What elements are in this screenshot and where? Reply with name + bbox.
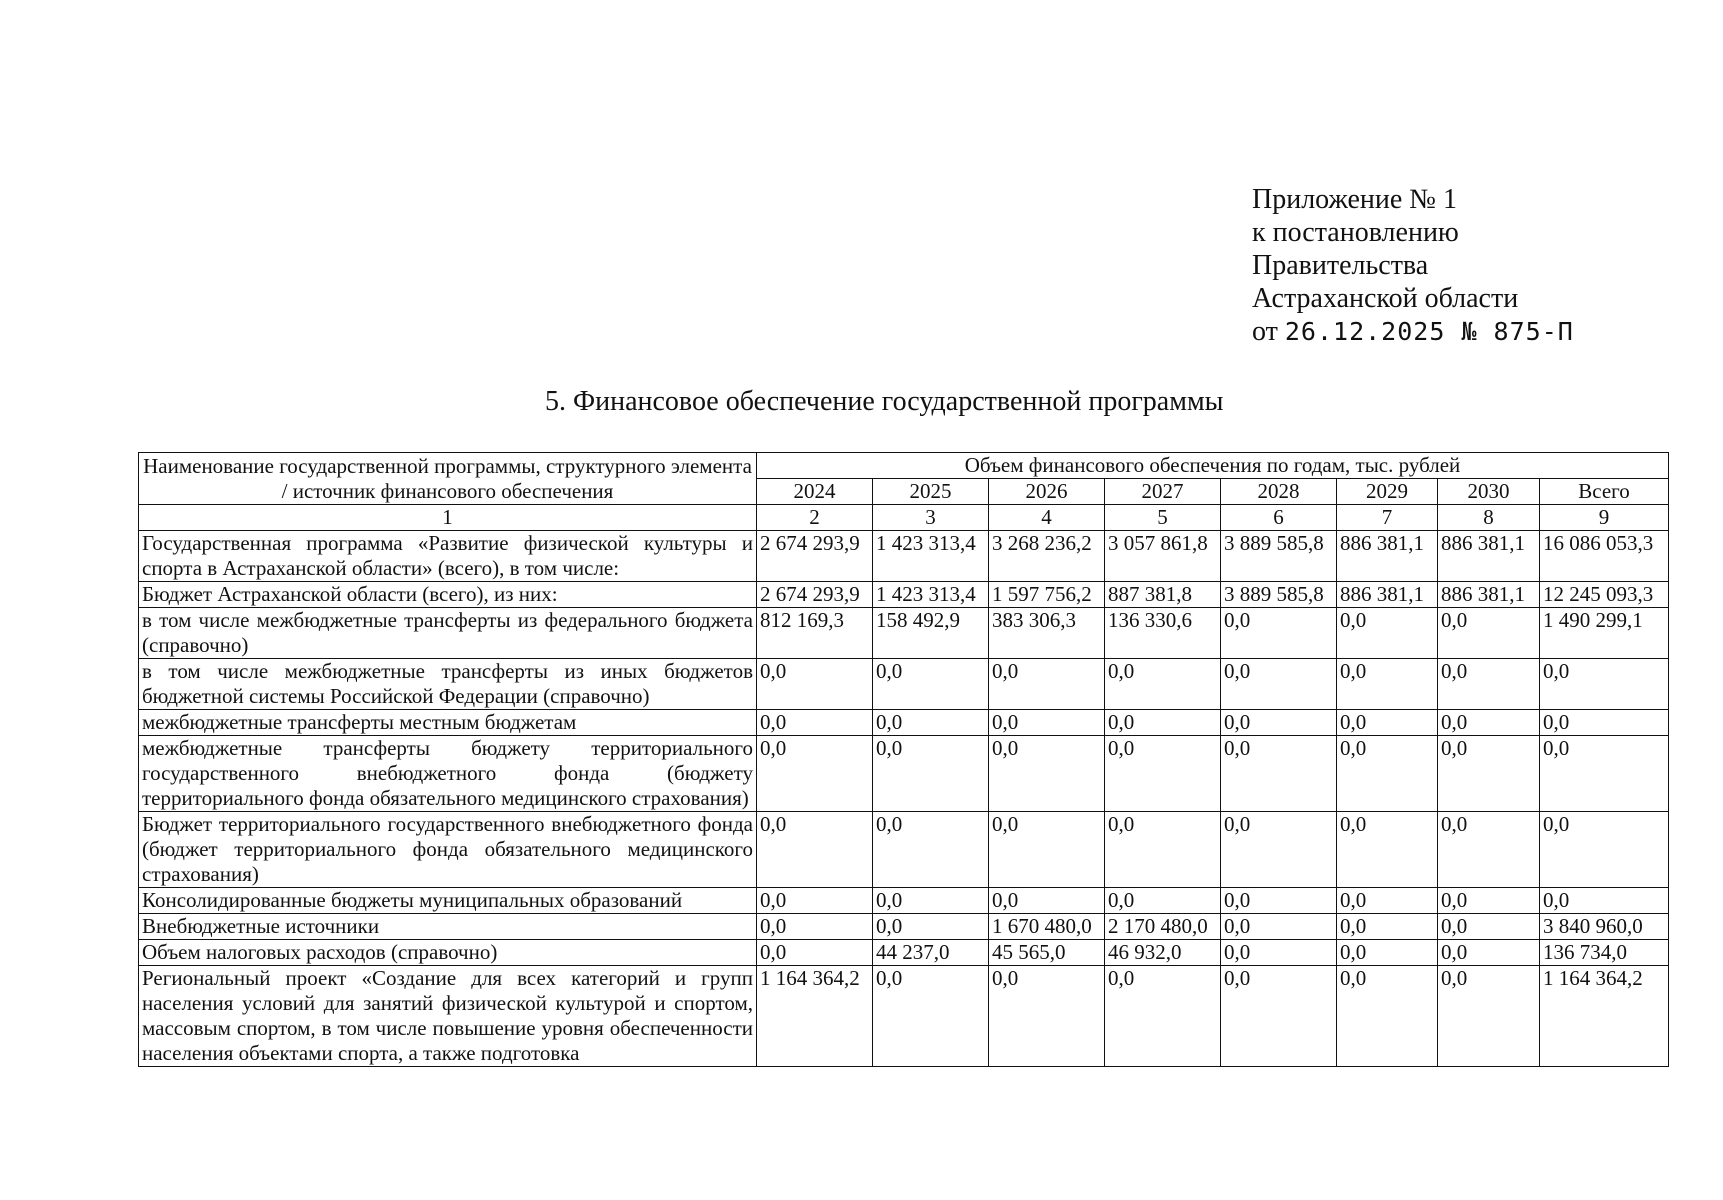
value-cell: 0,0: [757, 914, 873, 940]
value-cell: 45 565,0: [989, 940, 1105, 966]
value-cell: 158 492,9: [873, 608, 989, 659]
table-row: [139, 940, 1669, 966]
header-year: 2026: [989, 479, 1105, 505]
value-cell: 0,0: [873, 812, 989, 888]
value-cell: 0,0: [1540, 736, 1669, 812]
value-cell: 0,0: [989, 736, 1105, 812]
table-row: [139, 582, 1669, 608]
value-cell: 886 381,1: [1438, 582, 1540, 608]
value-cell: 1 423 313,4: [873, 582, 989, 608]
value-cell: 0,0: [757, 888, 873, 914]
table-row: [139, 812, 1669, 888]
table-body: [139, 505, 1669, 1067]
table-row: [139, 914, 1669, 940]
value-cell: 0,0: [1540, 659, 1669, 710]
value-cell: 0,0: [1438, 812, 1540, 888]
header-volume-group: Объем финансового обеспечения по годам, тыс. рублей: [757, 453, 1669, 479]
value-cell: 46 932,0: [1105, 940, 1221, 966]
value-cell: 0,0: [1221, 966, 1337, 1067]
value-cell: 886 381,1: [1337, 531, 1438, 582]
value-cell: 0,0: [1221, 888, 1337, 914]
value-cell: 1 423 313,4: [873, 531, 989, 582]
appendix-line-1: Приложение № 1: [1252, 184, 1457, 215]
value-cell: 0,0: [1105, 888, 1221, 914]
row-name-cell: в том числе межбюджетные трансферты из федерального бюджета (справочно): [139, 608, 757, 659]
row-name-cell: в том числе межбюджетные трансферты из иных бюджетов бюджетной системы Российской Федерации (справочно): [139, 659, 757, 710]
column-number: 8: [1438, 505, 1540, 531]
value-cell: 0,0: [1221, 812, 1337, 888]
value-cell: 2 674 293,9: [757, 531, 873, 582]
value-cell: 1 490 299,1: [1540, 608, 1669, 659]
value-cell: 2 170 480,0: [1105, 914, 1221, 940]
value-cell: 16 086 053,3: [1540, 531, 1669, 582]
value-cell: 0,0: [1337, 710, 1438, 736]
value-cell: 136 330,6: [1105, 608, 1221, 659]
header-year: 2030: [1438, 479, 1540, 505]
header-name-column: Наименование государственной программы, структурного элемента / источник финансового обеспечения: [139, 453, 757, 505]
value-cell: 0,0: [989, 966, 1105, 1067]
value-cell: 887 381,8: [1105, 582, 1221, 608]
value-cell: 1 164 364,2: [757, 966, 873, 1067]
section-title: 5. Финансовое обеспечение государственной программы: [545, 386, 1224, 417]
value-cell: 0,0: [1105, 966, 1221, 1067]
value-cell: 0,0: [1337, 888, 1438, 914]
value-cell: 0,0: [1438, 659, 1540, 710]
value-cell: 0,0: [1438, 736, 1540, 812]
value-cell: 0,0: [1105, 710, 1221, 736]
value-cell: 0,0: [757, 940, 873, 966]
value-cell: 0,0: [873, 659, 989, 710]
row-name-cell: Бюджет территориального государственного внебюджетного фонда (бюджет территориального фонда обязательного медицинского страхования): [139, 812, 757, 888]
column-number: 4: [989, 505, 1105, 531]
value-cell: 3 889 585,8: [1221, 531, 1337, 582]
table-row: [139, 531, 1669, 582]
appendix-date-value: 26.12.2025 № 875-П: [1284, 317, 1574, 346]
appendix-date-prefix: от: [1252, 316, 1278, 347]
table-row: [139, 966, 1669, 1067]
value-cell: 886 381,1: [1337, 582, 1438, 608]
value-cell: 0,0: [1438, 608, 1540, 659]
financing-table: [138, 452, 1669, 1067]
row-name-cell: Консолидированные бюджеты муниципальных образований: [139, 888, 757, 914]
value-cell: 0,0: [873, 736, 989, 812]
value-cell: 0,0: [1105, 812, 1221, 888]
table-row: [139, 659, 1669, 710]
value-cell: 0,0: [1221, 736, 1337, 812]
value-cell: 0,0: [757, 812, 873, 888]
row-name-cell: Объем налоговых расходов (справочно): [139, 940, 757, 966]
value-cell: 136 734,0: [1540, 940, 1669, 966]
header-year: 2025: [873, 479, 989, 505]
value-cell: 3 889 585,8: [1221, 582, 1337, 608]
value-cell: 12 245 093,3: [1540, 582, 1669, 608]
value-cell: 0,0: [1221, 940, 1337, 966]
value-cell: 0,0: [1438, 710, 1540, 736]
value-cell: 0,0: [1438, 914, 1540, 940]
value-cell: 812 169,3: [757, 608, 873, 659]
value-cell: 0,0: [1221, 608, 1337, 659]
value-cell: 3 840 960,0: [1540, 914, 1669, 940]
value-cell: 3 057 861,8: [1105, 531, 1221, 582]
table-row: [139, 608, 1669, 659]
header-year: 2024: [757, 479, 873, 505]
value-cell: 0,0: [989, 710, 1105, 736]
row-name-cell: межбюджетные трансферты местным бюджетам: [139, 710, 757, 736]
value-cell: 0,0: [1438, 940, 1540, 966]
table-row: [139, 888, 1669, 914]
value-cell: 1 670 480,0: [989, 914, 1105, 940]
value-cell: 0,0: [989, 888, 1105, 914]
value-cell: 0,0: [989, 659, 1105, 710]
value-cell: 0,0: [873, 914, 989, 940]
appendix-line-4: Астраханской области: [1252, 283, 1519, 314]
value-cell: 0,0: [1337, 736, 1438, 812]
row-name-cell: Бюджет Астраханской области (всего), из них:: [139, 582, 757, 608]
value-cell: 0,0: [1337, 940, 1438, 966]
column-number: 7: [1337, 505, 1438, 531]
appendix-line-3: Правительства: [1252, 250, 1429, 281]
value-cell: 0,0: [1540, 710, 1669, 736]
header-total: Всего: [1540, 479, 1669, 505]
value-cell: 0,0: [1540, 888, 1669, 914]
value-cell: 0,0: [873, 888, 989, 914]
value-cell: 0,0: [1337, 608, 1438, 659]
value-cell: 0,0: [1540, 812, 1669, 888]
value-cell: 44 237,0: [873, 940, 989, 966]
column-number: 2: [757, 505, 873, 531]
value-cell: 0,0: [873, 710, 989, 736]
appendix-line-2: к постановлению: [1252, 217, 1459, 248]
value-cell: 2 674 293,9: [757, 582, 873, 608]
value-cell: 0,0: [873, 966, 989, 1067]
value-cell: 0,0: [1438, 888, 1540, 914]
appendix-block: [1252, 183, 1574, 348]
value-cell: 0,0: [757, 736, 873, 812]
value-cell: 1 597 756,2: [989, 582, 1105, 608]
value-cell: 0,0: [1221, 914, 1337, 940]
column-number: 3: [873, 505, 989, 531]
column-number-row: [139, 505, 1669, 531]
value-cell: 0,0: [1221, 659, 1337, 710]
table-header: [139, 453, 1669, 505]
value-cell: 0,0: [1337, 812, 1438, 888]
column-number: 6: [1221, 505, 1337, 531]
value-cell: 0,0: [1337, 659, 1438, 710]
header-year: 2029: [1337, 479, 1438, 505]
value-cell: 0,0: [1438, 966, 1540, 1067]
row-name-cell: межбюджетные трансферты бюджету территориального государственного внебюджетного фонда (бюджету территориального фонда обязательного медицинского страхования): [139, 736, 757, 812]
value-cell: 0,0: [1337, 966, 1438, 1067]
value-cell: 0,0: [757, 659, 873, 710]
value-cell: 383 306,3: [989, 608, 1105, 659]
value-cell: 0,0: [989, 812, 1105, 888]
column-number: 1: [139, 505, 757, 531]
value-cell: 0,0: [1221, 710, 1337, 736]
value-cell: 1 164 364,2: [1540, 966, 1669, 1067]
value-cell: 0,0: [1337, 914, 1438, 940]
table-row: [139, 710, 1669, 736]
row-name-cell: Государственная программа «Развитие физической культуры и спорта в Астраханской области» (всего), в том числе:: [139, 531, 757, 582]
value-cell: 0,0: [757, 710, 873, 736]
value-cell: 3 268 236,2: [989, 531, 1105, 582]
table-row: [139, 736, 1669, 812]
column-number: 9: [1540, 505, 1669, 531]
header-year: 2027: [1105, 479, 1221, 505]
row-name-cell: Внебюджетные источники: [139, 914, 757, 940]
value-cell: 0,0: [1105, 659, 1221, 710]
value-cell: 0,0: [1105, 736, 1221, 812]
row-name-cell: Региональный проект «Создание для всех категорий и групп населения условий для занятий физической культурой и спортом, массовым спортом, в том числе повышение уровня обеспеченности населения объектами спорта, а также подготовка: [139, 966, 757, 1067]
value-cell: 886 381,1: [1438, 531, 1540, 582]
column-number: 5: [1105, 505, 1221, 531]
header-year: 2028: [1221, 479, 1337, 505]
appendix-date-line: [1252, 315, 1574, 348]
